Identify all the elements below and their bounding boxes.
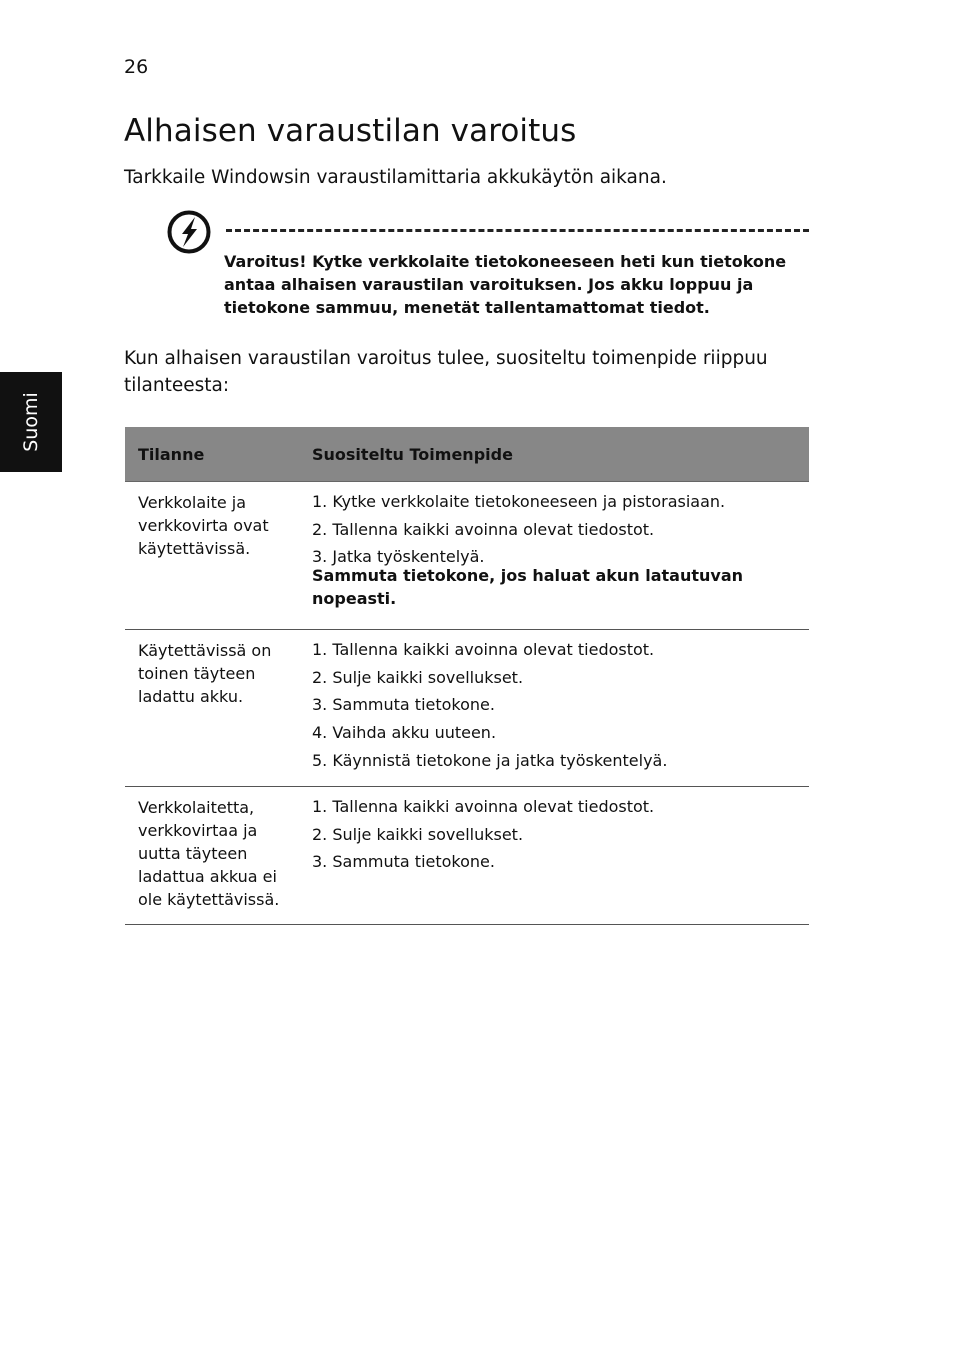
table-header [125,427,809,482]
page-number: 26 [124,56,149,78]
intro-text: Tarkkaile Windowsin varaustilamittaria akkukäytön aikana. [124,167,667,188]
recommendation-table [125,427,809,925]
situation-cell: Verkkolaite ja verkkovirta ovat käytettävissä. [138,493,269,558]
lightning-warning-icon [166,209,212,255]
table-row [125,630,809,787]
action-item: 1. Tallenna kaikki avoinna olevat tiedostot. [312,797,655,816]
action-list [312,490,809,568]
action-item: 2. Sulje kaikki sovellukset. [312,824,524,844]
action-item: 2. Sulje kaikki sovellukset. [312,667,524,687]
situation-cell: Verkkolaitetta, verkkovirtaa ja uutta täyteen ladattua akkua ei ole käytettävissä. [138,798,280,909]
actions-cell [312,482,809,629]
situation-cell: Käytettävissä on toinen täyteen ladattu akku. [138,641,272,706]
table-row [125,787,809,925]
action-item: 3. Sammuta tietokone. [312,695,495,715]
side-tab-label: Suomi [20,392,42,452]
actions-cell [312,787,809,924]
header-situation: Tilanne [138,444,205,464]
action-item: 1. Tallenna kaikki avoinna olevat tiedostot. [312,640,655,659]
action-item: 3. Sammuta tietokone. [312,852,495,872]
warning-divider [226,229,809,232]
actions-cell [312,630,809,786]
action-item: 2. Tallenna kaikki avoinna olevat tiedostot. [312,519,655,539]
action-item: 5. Käynnistä tietokone ja jatka työskentelyä. [312,750,668,770]
action-list [312,638,809,772]
table-row [125,482,809,630]
page-title: Alhaisen varaustilan varoitus [124,113,577,149]
action-list [312,795,809,873]
language-side-tab [0,372,62,472]
body-text: Kun alhaisen varaustilan varoitus tulee, suositeltu toimenpide riippuu tilanteesta: [124,348,768,396]
action-note: Sammuta tietokone, jos haluat akun latautuvan nopeasti. [312,566,743,609]
action-item: 4. Vaihda akku uuteen. [312,723,497,743]
warning-text: Varoitus! Kytke verkkolaite tietokoneeseen heti kun tietokone antaa alhaisen varaustilan varoituksen. Jos akku loppuu ja tietokone sammuu, menetät tallentamattomat tiedot. [224,252,787,317]
action-item: 3. Jatka työskentelyä. [312,547,485,567]
action-item: 1. Kytke verkkolaite tietokoneeseen ja pistorasiaan. [312,492,726,511]
header-action: Suositeltu Toimenpide [312,444,513,464]
